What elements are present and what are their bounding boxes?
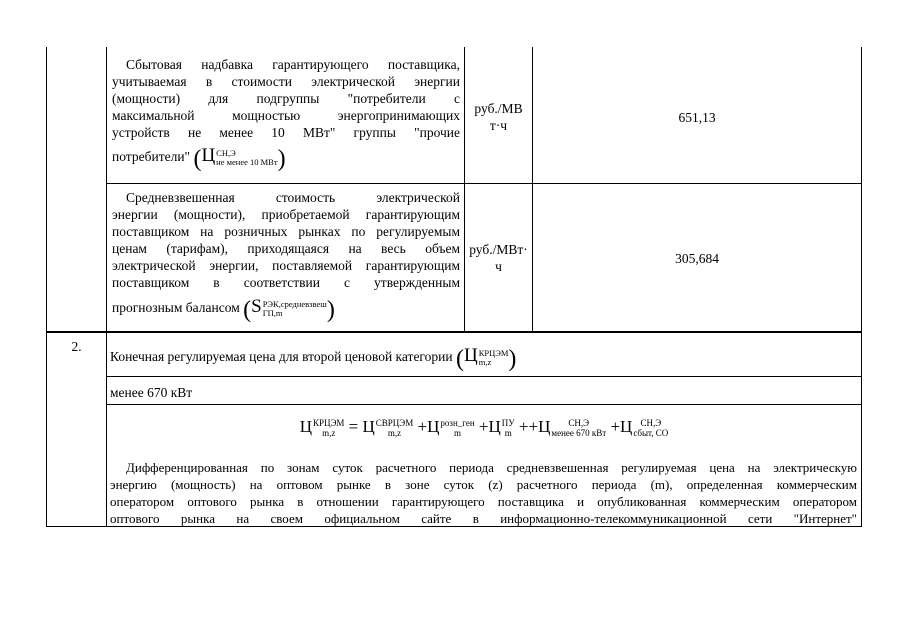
symbol-main: Ц [620, 417, 633, 436]
symbol-main: Ц [201, 145, 216, 166]
row2-line-4: ценам (тарифам), приходящаяся на весь объем [112, 241, 460, 256]
grid-line [46, 331, 862, 333]
row2-unit-1: руб./МВт· [469, 242, 528, 257]
close-paren: ) [277, 146, 286, 172]
open-paren: ( [455, 346, 464, 372]
formula-sub: m [504, 428, 512, 439]
row-number: 2. [71, 339, 82, 354]
formula-sup: розн_ген [440, 418, 475, 429]
grid-line [46, 47, 47, 527]
row2-line-1: Средневзвешенная стоимость электрической [126, 190, 460, 205]
grid-line [532, 47, 533, 332]
open-paren: ( [193, 146, 202, 172]
row1-unit-1: руб./МВ [474, 101, 523, 116]
paragraph-line-1: Дифференцированная по зонам суток расчетного периода средневзвешенная регулируемая цена на электрическую [126, 460, 857, 475]
row2-line-6: поставщиком в соответствии с утвержденным [112, 275, 460, 290]
open-paren: ( [243, 297, 252, 323]
grid-line [861, 47, 862, 527]
formula-plus: + [610, 417, 621, 436]
symbol-main: S [251, 296, 262, 317]
section-title-text: Конечная регулируемая цена для второй ценовой категории [110, 349, 453, 364]
row1-line-2: учитываемая в стоимости электрической энергии [112, 74, 460, 89]
symbol-main: Ц [488, 417, 501, 436]
symbol-main: Ц [463, 345, 478, 366]
row2-line-3: поставщиком на розничных рынках по регулируемым [112, 224, 460, 239]
close-paren: ) [326, 297, 335, 323]
formula-equals: = [348, 417, 359, 436]
row1-line-1: Сбытовая надбавка гарантирующего поставщика, [126, 57, 460, 72]
row2-line-7 [112, 298, 335, 322]
symbol-sub: не менее 10 МВт [216, 156, 278, 167]
row2-unit-2: ч [495, 259, 502, 274]
row1-unit-2: т·ч [489, 118, 508, 133]
symbol-sup: СН,Э [216, 147, 236, 158]
paragraph-line-3: оператором оптового рынка в отношении гарантирующего поставщика и опубликованная коммерческим оператором [110, 494, 857, 509]
symbol-main: Ц [362, 417, 375, 436]
symbol-sub: m,z [478, 356, 492, 367]
formula-sub: m,z [322, 428, 336, 439]
row1-line-5: устройств не менее 10 МВт" группы "прочие [112, 125, 460, 140]
paragraph-line-2: энергию (мощность) на оптовом рынке в зоне суток (z) расчетного периода (m), определенная коммерческим [110, 477, 857, 492]
formula-sub: менее 670 кВт [551, 428, 607, 439]
symbol-sub: ГП,m [262, 307, 283, 318]
row1-line-3: (мощности) для подгруппы "потребители с [112, 91, 460, 106]
section-title [110, 347, 516, 371]
formula-plus: + [417, 417, 428, 436]
row2-line-2: энергии (мощности), приобретаемой гарантирующим [112, 207, 460, 222]
row1-line-6-text: потребители" [112, 149, 191, 164]
formula-sup: КРЦЭМ [312, 418, 345, 429]
formula-sup: ПУ [501, 418, 515, 429]
symbol-sup: КРЦЭМ [478, 347, 509, 358]
formula-plus: ++ [518, 417, 539, 436]
symbol-main: Ц [427, 417, 440, 436]
formula-sub: сбыт, СО [633, 428, 669, 439]
subheading: менее 670 кВт [110, 385, 193, 400]
formula-sup: СН,Э [568, 418, 590, 429]
row1-line-6 [112, 147, 286, 171]
formula-sup: СВРЦЭМ [375, 418, 414, 429]
grid-line [106, 183, 862, 184]
grid-line [106, 404, 862, 405]
formula-sup: СН,Э [640, 418, 662, 429]
formula-plus: + [478, 417, 489, 436]
row1-value: 651,13 [678, 110, 716, 125]
close-paren: ) [508, 346, 517, 372]
price-formula [107, 414, 861, 440]
formula-sub: m [454, 428, 462, 439]
row2-line-5: электрической энергии, поставляемой гарантирующим [112, 258, 460, 273]
symbol-main: Ц [538, 417, 551, 436]
paragraph-line-4: оптового рынка на своем официальном сайте в информационно-телекоммуникационной сети "Интернет" [110, 511, 857, 526]
row1-line-4: максимальной мощностью энергопринимающих [112, 108, 460, 123]
grid-line [464, 47, 465, 332]
symbol-sup: РЭК,средневзвеш [262, 298, 327, 309]
symbol-main: Ц [299, 417, 312, 436]
row2-line-7-text: прогнозным балансом [112, 300, 240, 315]
grid-line [106, 47, 107, 527]
formula-sub: m,z [387, 428, 402, 439]
row2-value: 305,684 [675, 251, 719, 266]
grid-line [106, 376, 862, 377]
